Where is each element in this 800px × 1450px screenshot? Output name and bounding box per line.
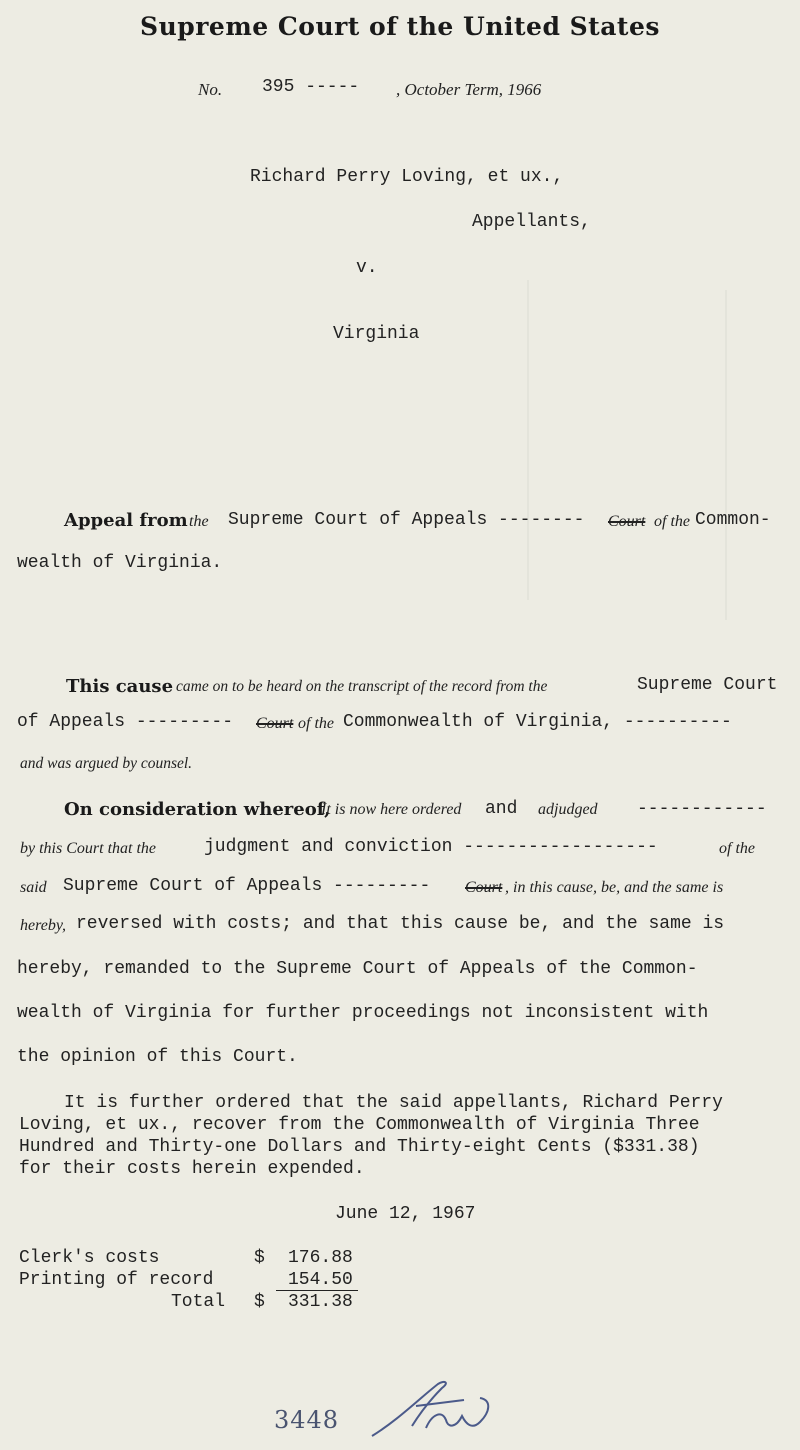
fold-line <box>725 290 727 620</box>
cost-amount: 176.88 <box>288 1248 353 1268</box>
further-order-l2: Loving, et ux., recover from the Commonwealth of Virginia Three <box>19 1115 700 1135</box>
consideration-l3-printed: said <box>20 879 47 896</box>
docket-no-label: No. <box>198 80 223 99</box>
appeal-from-label: Appeal from <box>64 510 188 531</box>
this-cause-label: This cause <box>66 676 174 697</box>
cost-currency: $ <box>254 1248 265 1268</box>
consideration-l3-typed: Supreme Court of Appeals --------- <box>63 876 431 896</box>
consideration-p1: It is now here ordered <box>321 801 462 818</box>
cost-amount: 154.50 <box>288 1270 353 1290</box>
consideration-struck-court: Court <box>465 879 503 896</box>
appellants-name: Richard Perry Loving, et ux., <box>250 167 564 187</box>
further-order-l1: It is further ordered that the said appellants, Richard Perry <box>64 1093 723 1113</box>
further-order-l3: Hundred and Thirty-one Dollars and Thirty-eight Cents ($331.38) <box>19 1137 700 1157</box>
appeal-line2: wealth of Virginia. <box>17 553 223 573</box>
cause-line2-typed: of Appeals --------- <box>17 712 234 732</box>
consideration-dashes: ------------ <box>637 799 767 819</box>
order-date: June 12, 1967 <box>335 1204 476 1224</box>
consideration-l3-tail: , in this cause, be, and the same is <box>505 879 724 896</box>
further-order-l4: for their costs herein expended. <box>19 1159 365 1179</box>
cost-label: Clerk's costs <box>19 1248 160 1268</box>
cost-currency: $ <box>254 1292 265 1312</box>
consideration-l2-typed: judgment and conviction ------------------ <box>204 837 658 857</box>
consideration-l4-typed: reversed with costs; and that this cause be, and the same is <box>76 914 725 934</box>
cost-amount: 331.38 <box>288 1292 353 1312</box>
docket-number: 395 ----- <box>262 77 360 97</box>
stamp-number: 3448 <box>274 1406 340 1434</box>
consideration-l5: hereby, remanded to the Supreme Court of Appeals of the Common- <box>17 959 698 979</box>
cost-label: Total <box>171 1292 226 1312</box>
handwritten-initials-icon <box>368 1376 498 1442</box>
cost-label: Printing of record <box>19 1270 214 1290</box>
appellants-role: Appellants, <box>472 212 591 232</box>
sum-rule <box>276 1290 358 1291</box>
consideration-adjudged: adjudged <box>538 801 598 818</box>
versus: v. <box>356 258 378 278</box>
appeal-the: the <box>189 513 209 530</box>
consideration-l7: the opinion of this Court. <box>17 1047 298 1067</box>
cause-line2-tail: Commonwealth of Virginia, ---------- <box>343 712 732 732</box>
appellee: Virginia <box>333 324 420 344</box>
consideration-and: and <box>485 799 518 819</box>
consideration-label: On consideration whereof, <box>64 799 331 820</box>
cause-line1-typed: Supreme Court <box>637 675 778 695</box>
consideration-l2-tail: of the <box>719 840 755 857</box>
consideration-l2-printed: by this Court that the <box>20 840 156 857</box>
appeal-of-the: of the <box>654 513 690 530</box>
appeal-tail: Common- <box>695 510 771 530</box>
cause-struck-court: Court <box>256 715 294 732</box>
cause-printed: came on to be heard on the transcript of the record from the <box>176 678 548 695</box>
cause-of-the: of the <box>298 715 334 732</box>
cause-line3: and was argued by counsel. <box>20 755 193 772</box>
appeal-struck-court: Court <box>608 513 646 530</box>
appeal-court-name: Supreme Court of Appeals -------- <box>228 510 585 530</box>
consideration-l6: wealth of Virginia for further proceedings not inconsistent with <box>17 1003 709 1023</box>
docket-term: , October Term, 1966 <box>396 80 542 99</box>
consideration-l4-printed: hereby, <box>20 917 67 934</box>
court-title: Supreme Court of the United States <box>140 12 660 41</box>
fold-line <box>527 280 529 600</box>
